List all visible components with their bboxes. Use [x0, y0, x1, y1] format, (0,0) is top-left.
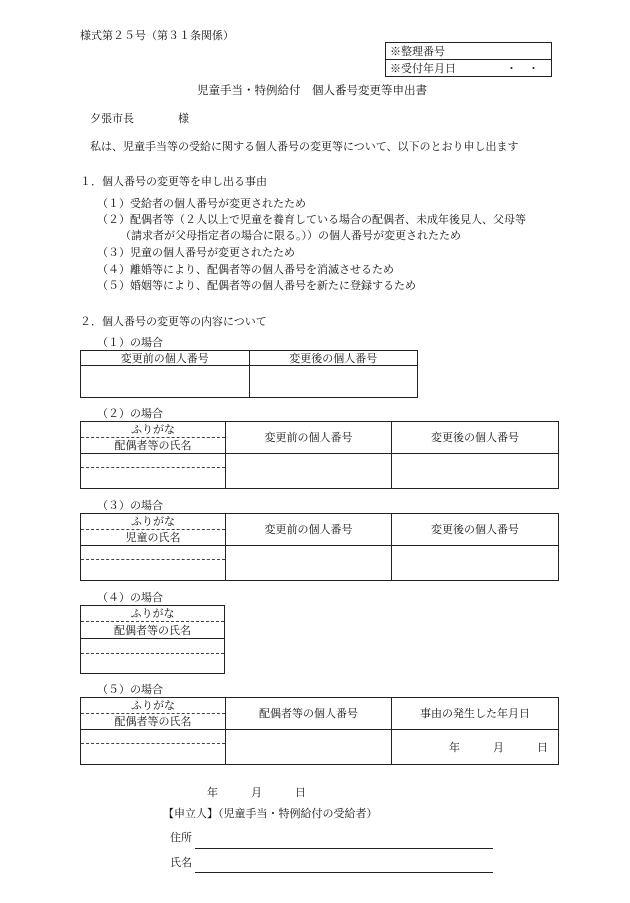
case-3-name-input[interactable]	[81, 560, 226, 581]
case-5-furigana-input[interactable]	[81, 730, 226, 744]
case-2-before-digits[interactable]	[226, 454, 392, 489]
form-number: 様式第２５号（第３１条関係）	[80, 29, 234, 42]
case-4-name-input[interactable]	[81, 654, 225, 674]
case-2-furigana-input[interactable]	[81, 454, 226, 468]
case-5-furigana-header: ふりがな	[81, 698, 226, 714]
case-2-before-header: 変更前の個人番号	[226, 422, 392, 454]
case-1-label: （１）の場合	[97, 336, 163, 349]
case-1-after-digits[interactable]	[249, 366, 418, 398]
case-5-date-header: 事由の発生した年月日	[392, 698, 559, 730]
case-3-before-digits[interactable]	[226, 546, 392, 581]
case-1-before-digits[interactable]	[81, 366, 250, 398]
case-5-name-input[interactable]	[81, 744, 226, 765]
case-2-name-input[interactable]	[81, 468, 226, 489]
case-5-date-value: 年 月 日	[449, 740, 548, 754]
case-2-after-header: 変更後の個人番号	[392, 422, 559, 454]
name-label: 氏名	[170, 856, 192, 869]
section-2-heading: ２．個人番号の変更等の内容について	[80, 315, 267, 328]
application-date[interactable]: 年 月 日	[207, 786, 306, 799]
case-3-furigana-input[interactable]	[81, 546, 226, 560]
case-5-date-input[interactable]	[392, 730, 559, 765]
ref-no-label: ※整理番号	[390, 44, 445, 58]
case-4-name-header: 配偶者等の氏名	[81, 622, 225, 639]
case-3-table	[80, 513, 559, 581]
case-3-name-header: 児童の氏名	[81, 530, 226, 546]
ref-no-cell[interactable]	[386, 43, 552, 60]
reason-3: （３）児童の個人番号が変更されたため	[97, 246, 295, 259]
case-3-after-digits[interactable]	[392, 546, 559, 581]
case-3-after-header: 変更後の個人番号	[392, 514, 559, 546]
name-line[interactable]	[195, 872, 493, 873]
reason-2: （２）配偶者等（２人以上で児童を養育している場合の配偶者、未成年後見人、父母等	[97, 213, 526, 226]
reason-5: （５）婚姻等により、配偶者等の個人番号を新たに登録するため	[97, 279, 416, 292]
case-4-furigana-input[interactable]	[81, 639, 225, 654]
case-3-label: （３）の場合	[97, 499, 163, 512]
section-1-heading: １．個人番号の変更等を申し出る事由	[80, 175, 267, 188]
intro-text: 私は、児童手当等の受給に関する個人番号の変更等について、以下のとおり申し出ます	[90, 140, 519, 153]
case-1-table	[80, 350, 418, 398]
reason-1: （１）受給者の個人番号が変更されたため	[97, 197, 306, 210]
applicant-heading: 【申立人】（児童手当・特例給付の受給者）	[163, 807, 378, 820]
form-title: 児童手当・特例給付 個人番号変更等申出書	[197, 83, 427, 97]
case-5-table	[80, 697, 559, 765]
case-3-before-header: 変更前の個人番号	[226, 514, 392, 546]
receipt-date-label: ※受付年月日	[390, 61, 456, 75]
case-2-after-digits[interactable]	[392, 454, 559, 489]
address-line[interactable]	[195, 848, 493, 849]
case-5-number-digits[interactable]	[226, 730, 392, 765]
case-1-before-header: 変更前の個人番号	[81, 351, 250, 366]
case-3-furigana-header: ふりがな	[81, 514, 226, 530]
addressee: 夕張市長 様	[90, 112, 189, 125]
case-1-after-header: 変更後の個人番号	[249, 351, 418, 366]
case-2-table	[80, 421, 559, 489]
receipt-date-cell[interactable]	[386, 60, 552, 77]
case-2-label: （２）の場合	[97, 407, 163, 420]
case-5-name-header: 配偶者等の氏名	[81, 714, 226, 730]
case-5-label: （５）の場合	[97, 683, 163, 696]
case-5-number-header: 配偶者等の個人番号	[226, 698, 392, 730]
receipt-box	[385, 42, 552, 77]
case-2-furigana-header: ふりがな	[81, 422, 226, 438]
case-4-furigana-header: ふりがな	[81, 606, 225, 622]
reason-4: （４）離婚等により、配偶者等の個人番号を消滅させるため	[97, 263, 394, 276]
case-2-name-header: 配偶者等の氏名	[81, 438, 226, 454]
address-label: 住所	[170, 831, 192, 844]
receipt-date-dots: ・ ・	[506, 62, 539, 75]
case-4-label: （４）の場合	[97, 591, 163, 604]
reason-2-cont: （請求者が父母指定者の場合に限る。））の個人番号が変更されたため	[120, 229, 461, 242]
case-4-table	[80, 605, 225, 674]
